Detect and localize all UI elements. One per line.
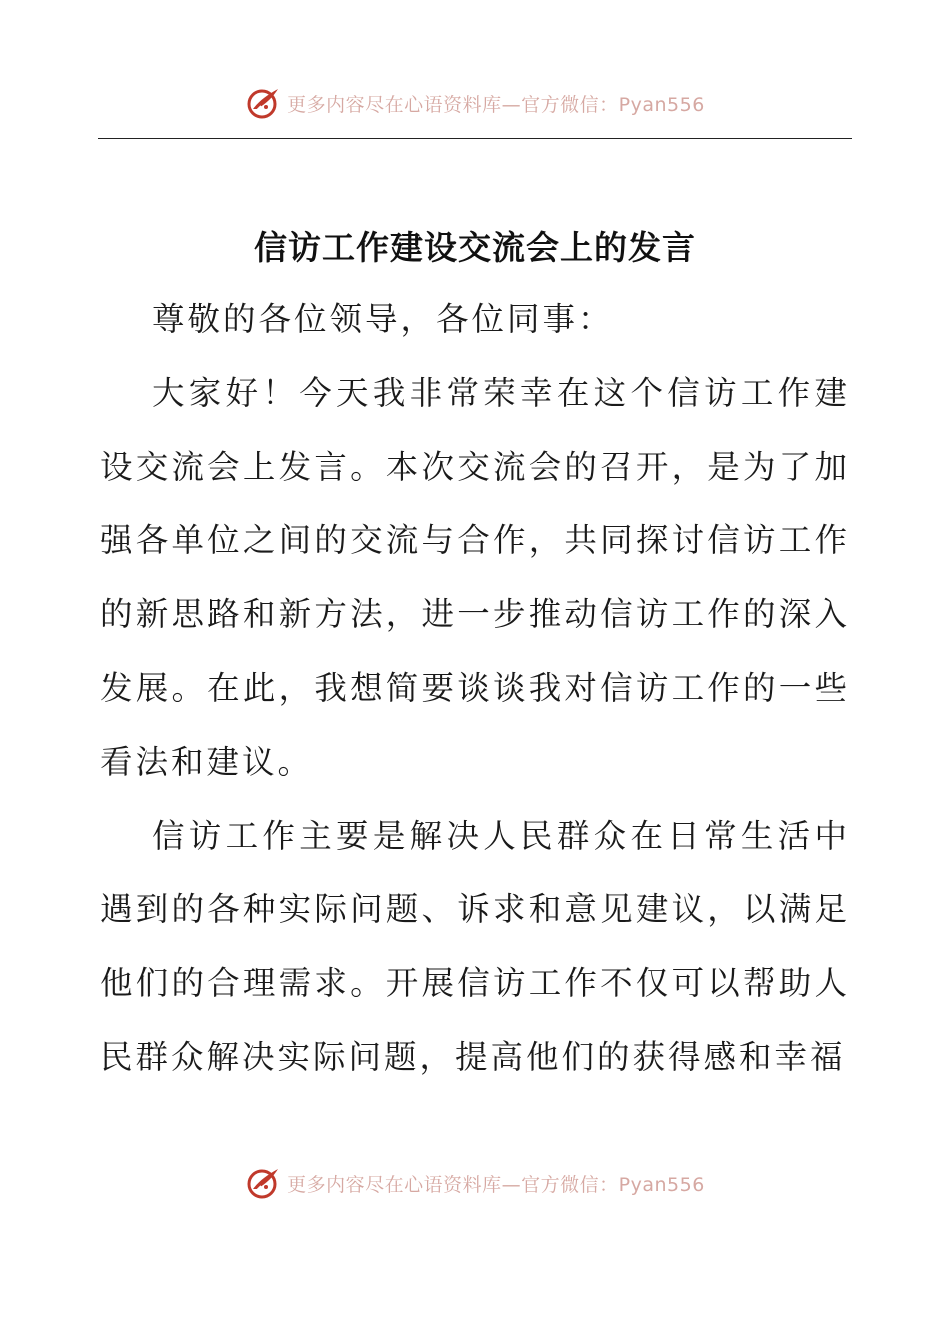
document-body <box>100 283 850 1095</box>
salutation-paragraph: 尊敬的各位领导，各位同事： <box>152 300 614 338</box>
quill-logo-icon <box>245 1165 281 1201</box>
quill-logo-icon <box>245 85 281 121</box>
body-paragraph: 信访工作主要是解决人民群众在日常生活中遇到的各种实际问题、诉求和意见建议，以满足他们的合理需求。开展信访工作不仅可以帮助人民群众解决实际问题，提高他们的获得感和幸福 <box>100 816 850 1076</box>
header-watermark <box>0 78 950 128</box>
watermark-text: 更多内容尽在心语资料库—官方微信：Pyan556 <box>287 93 705 116</box>
body-paragraph: 大家好！今天我非常荣幸在这个信访工作建设交流会上发言。本次交流会的召开，是为了加强各单位之间的交流与合作，共同探讨信访工作的新思路和新方法，进一步推动信访工作的深入发展。在此，我想简要谈谈我对信访工作的一些看法和建议。 <box>100 373 850 781</box>
footer-watermark <box>0 1158 950 1208</box>
document-title: 信访工作建设交流会上的发言 <box>254 228 696 268</box>
watermark-text: 更多内容尽在心语资料库—官方微信：Pyan556 <box>287 1173 705 1196</box>
header-divider <box>98 138 852 139</box>
